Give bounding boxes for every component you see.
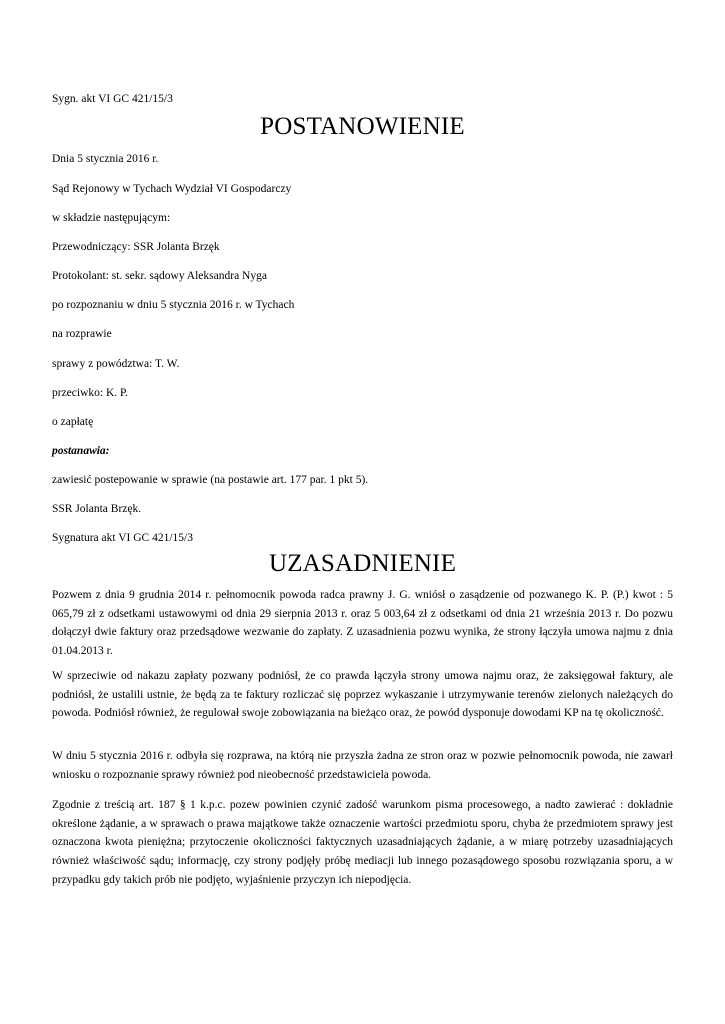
decision-date: Dnia 5 stycznia 2016 r.	[52, 153, 159, 165]
case-signature: Sygnatura akt VI GC 421/15/3	[52, 532, 193, 544]
session-type: na rozprawie	[52, 328, 112, 340]
document-title: POSTANOWIENIE	[260, 113, 465, 140]
case-number-top: Sygn. akt VI GC 421/15/3	[52, 93, 173, 105]
justification-paragraph: Zgodnie z treścią art. 187 § 1 k.p.c. pozew powinien czynić zadość warunkom pisma procesowego, a nadto zawierać : dokładnie określone żądanie, a w sprawach o prawa majątkowe także oznaczenie wartości przedmiotu sporu, chyba że przedmiotem sprawy jest oznaczona kwota pieniężna; przytoczenie okoliczności faktycznych uzasadniających żądanie, a w miarę potrzeby uzasadniających również właściwość sądu; informację, czy strony podjęły próbę mediacji lub innego pozasądowego sposobu rozwiązania sporu, a w przypadku gdy takich prób nie podjęto, wyjaśnienie przyczyn ich niepodjęcia.	[52, 799, 673, 886]
composition-label: w składzie następującym:	[52, 212, 171, 224]
hearing-date: po rozpoznaniu w dniu 5 stycznia 2016 r. w Tychach	[52, 299, 295, 311]
ruling-text: zawiesić postepowanie w sprawie (na postawie art. 177 par. 1 pkt 5).	[52, 474, 369, 486]
court-clerk: Protokolant: st. sekr. sądowy Aleksandra Nyga	[52, 270, 267, 282]
chair-judge: Przewodniczący: SSR Jolanta Brzęk	[52, 241, 220, 253]
defendant: przeciwko: K. P.	[52, 387, 129, 399]
plaintiff: sprawy z powództwa: T. W.	[52, 358, 180, 370]
justification-paragraph: W dniu 5 stycznia 2016 r. odbyła się rozprawa, na którą nie przyszła żadna ze stron oraz w pozwie pełnomocnik powoda, nie zawarł wniosku o rozpoznanie sprawy również pod nieobecność przedstawiciela powoda.	[52, 750, 673, 781]
justification-title: UZASADNIENIE	[268, 550, 457, 577]
justification-paragraph: Pozwem z dnia 9 grudnia 2014 r. pełnomocnik powoda radca prawny J. G. wniósł o zasądzenie od pozwanego K. P. (P.) kwot : 5 065,79 zł z odsetkami ustawowymi od dnia 29 sierpnia 2013 r. oraz 5 003,64 zł z odsetkami od dnia 21 września 2013 r. Do pozwu dołączył dwie faktury oraz przedsądowe wezwanie do zapłaty. Z uzasadnienia pozwu wynika, że strony łączyła umowa najmu z dnia 01.04.2013 r.	[52, 589, 673, 658]
justification-paragraph: W sprzeciwie od nakazu zapłaty pozwany podniósł, że co prawda łączyła strony umowa najmu oraz, że zaksięgował faktury, ale podniósł, że ustalili ustnie, że będą za te faktury rozliczać się poprzez wykaszanie i utrzymywanie terenów zielonych należących do powoda. Podniósł również, że regulował swoje zobowiązania na bieżąco oraz, że powód dysponuje dowodami KP na tę okoliczność.	[52, 670, 673, 720]
judge-signature: SSR Jolanta Brzęk.	[52, 503, 142, 515]
court-name: Sąd Rejonowy w Tychach Wydział VI Gospodarczy	[52, 183, 292, 195]
resolves-heading: postanawia:	[52, 445, 110, 457]
case-subject: o zapłatę	[52, 416, 94, 428]
